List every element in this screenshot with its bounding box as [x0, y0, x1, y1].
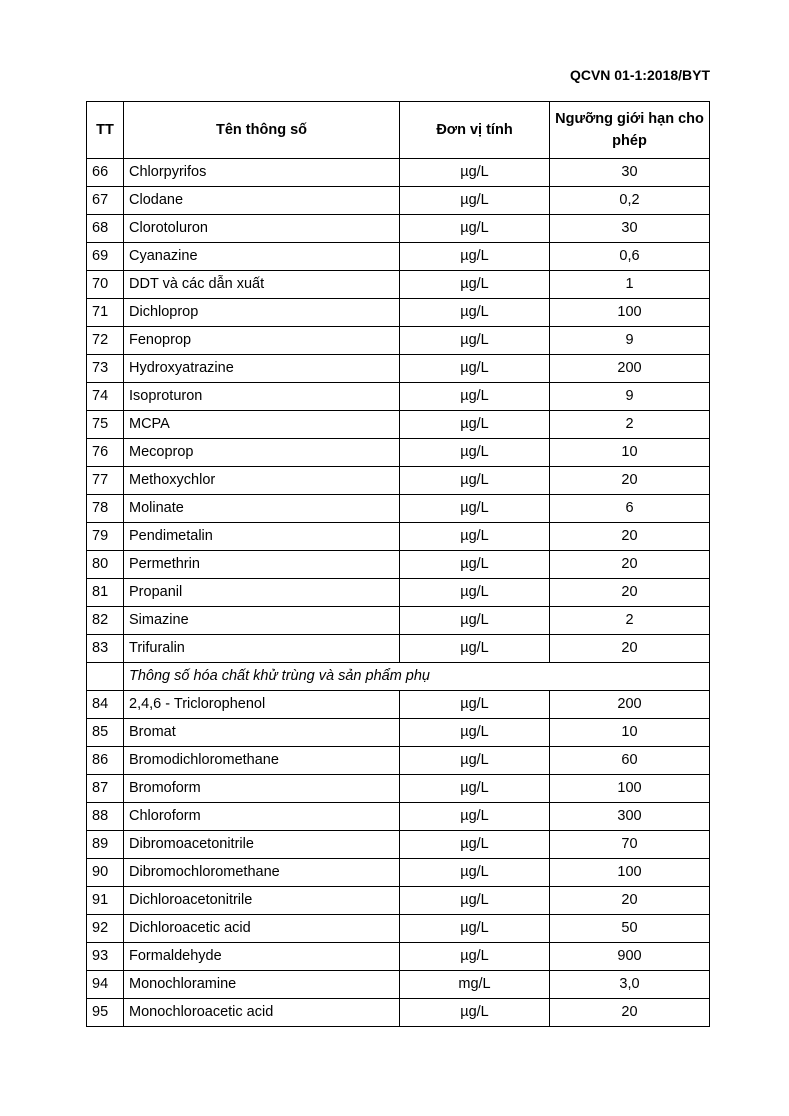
- limit-value: 9: [550, 327, 710, 355]
- table-row: [87, 243, 710, 271]
- unit-cell: µg/L: [400, 831, 550, 859]
- row-number: 71: [87, 299, 124, 327]
- table-row: [87, 691, 710, 719]
- table-row: [87, 831, 710, 859]
- section-title: Thông số hóa chất khử trùng và sản phẩm phụ: [124, 663, 710, 691]
- table-row: [87, 159, 710, 187]
- unit-cell: µg/L: [400, 243, 550, 271]
- table-row: [87, 859, 710, 887]
- limit-value: 20: [550, 467, 710, 495]
- limit-value: 0,6: [550, 243, 710, 271]
- table-row: [87, 439, 710, 467]
- unit-cell: µg/L: [400, 411, 550, 439]
- parameter-name: Isoproturon: [124, 383, 400, 411]
- unit-cell: µg/L: [400, 467, 550, 495]
- limit-value: 2: [550, 607, 710, 635]
- limit-value: 3,0: [550, 971, 710, 999]
- unit-cell: µg/L: [400, 439, 550, 467]
- row-number: 80: [87, 551, 124, 579]
- row-number: 69: [87, 243, 124, 271]
- row-number: 87: [87, 775, 124, 803]
- unit-cell: µg/L: [400, 607, 550, 635]
- table-row: [87, 495, 710, 523]
- row-number: 76: [87, 439, 124, 467]
- row-number: 77: [87, 467, 124, 495]
- row-number: 67: [87, 187, 124, 215]
- parameter-name: Monochloroacetic acid: [124, 999, 400, 1027]
- parameter-name: Dibromochloromethane: [124, 859, 400, 887]
- document-code: QCVN 01-1:2018/BYT: [569, 67, 710, 83]
- unit-cell: µg/L: [400, 495, 550, 523]
- table-row: [87, 467, 710, 495]
- table-row: [87, 747, 710, 775]
- unit-cell: µg/L: [400, 187, 550, 215]
- table-row: [87, 607, 710, 635]
- table-row: [87, 887, 710, 915]
- table-row: [87, 971, 710, 999]
- table-row: [87, 915, 710, 943]
- parameter-name: Methoxychlor: [124, 467, 400, 495]
- limit-value: 70: [550, 831, 710, 859]
- parameter-name: Fenoprop: [124, 327, 400, 355]
- unit-cell: µg/L: [400, 915, 550, 943]
- parameter-name: Cyanazine: [124, 243, 400, 271]
- header-limit: Ngưỡng giới hạn cho phép: [550, 102, 710, 159]
- limit-value: 2: [550, 411, 710, 439]
- parameter-name: Bromodichloromethane: [124, 747, 400, 775]
- table-row: [87, 299, 710, 327]
- parameter-name: DDT và các dẫn xuất: [124, 271, 400, 299]
- unit-cell: µg/L: [400, 999, 550, 1027]
- row-number: 66: [87, 159, 124, 187]
- row-number: 73: [87, 355, 124, 383]
- limit-value: 20: [550, 551, 710, 579]
- table-row: [87, 523, 710, 551]
- header-unit: Đơn vị tính: [400, 102, 550, 159]
- limit-value: 60: [550, 747, 710, 775]
- limit-value: 900: [550, 943, 710, 971]
- parameter-name: 2,4,6 - Triclorophenol: [124, 691, 400, 719]
- unit-cell: µg/L: [400, 299, 550, 327]
- unit-cell: µg/L: [400, 355, 550, 383]
- limit-value: 9: [550, 383, 710, 411]
- row-number: 82: [87, 607, 124, 635]
- row-number: 93: [87, 943, 124, 971]
- limit-value: 100: [550, 299, 710, 327]
- unit-cell: µg/L: [400, 159, 550, 187]
- unit-cell: µg/L: [400, 635, 550, 663]
- unit-cell: µg/L: [400, 775, 550, 803]
- table-body-group-a: [87, 159, 710, 663]
- unit-cell: µg/L: [400, 551, 550, 579]
- unit-cell: µg/L: [400, 579, 550, 607]
- row-number: 94: [87, 971, 124, 999]
- limit-value: 20: [550, 887, 710, 915]
- parameter-name: Propanil: [124, 579, 400, 607]
- limit-value: 20: [550, 523, 710, 551]
- row-number: 72: [87, 327, 124, 355]
- row-number: 95: [87, 999, 124, 1027]
- table-row: [87, 775, 710, 803]
- unit-cell: µg/L: [400, 803, 550, 831]
- limit-value: 50: [550, 915, 710, 943]
- parameter-name: Dibromoacetonitrile: [124, 831, 400, 859]
- limit-value: 100: [550, 775, 710, 803]
- unit-cell: µg/L: [400, 719, 550, 747]
- limit-value: 20: [550, 579, 710, 607]
- section-row: [87, 663, 710, 691]
- table-row: [87, 579, 710, 607]
- table-row: [87, 635, 710, 663]
- table-body-group-b: [87, 691, 710, 1027]
- row-number: 70: [87, 271, 124, 299]
- parameter-name: Clodane: [124, 187, 400, 215]
- parameter-table: [86, 101, 710, 1027]
- parameter-name: Formaldehyde: [124, 943, 400, 971]
- header-tt: TT: [87, 102, 124, 159]
- row-number: 88: [87, 803, 124, 831]
- row-number: 84: [87, 691, 124, 719]
- row-number: 90: [87, 859, 124, 887]
- parameter-name: Simazine: [124, 607, 400, 635]
- table-row: [87, 383, 710, 411]
- table-row: [87, 551, 710, 579]
- row-number: 78: [87, 495, 124, 523]
- parameter-name: Dichloprop: [124, 299, 400, 327]
- parameter-name: Dichloroacetic acid: [124, 915, 400, 943]
- row-number: 68: [87, 215, 124, 243]
- limit-value: 20: [550, 635, 710, 663]
- parameter-name: MCPA: [124, 411, 400, 439]
- unit-cell: µg/L: [400, 859, 550, 887]
- limit-value: 0,2: [550, 187, 710, 215]
- table-row: [87, 327, 710, 355]
- row-number: 83: [87, 635, 124, 663]
- row-number: 85: [87, 719, 124, 747]
- limit-value: 200: [550, 691, 710, 719]
- table-row: [87, 355, 710, 383]
- parameter-name: Clorotoluron: [124, 215, 400, 243]
- parameter-name: Molinate: [124, 495, 400, 523]
- table-row: [87, 411, 710, 439]
- row-number: 86: [87, 747, 124, 775]
- parameter-name: Chloroform: [124, 803, 400, 831]
- limit-value: 20: [550, 999, 710, 1027]
- parameter-name: Monochloramine: [124, 971, 400, 999]
- unit-cell: µg/L: [400, 327, 550, 355]
- unit-cell: mg/L: [400, 971, 550, 999]
- limit-value: 6: [550, 495, 710, 523]
- table-row: [87, 803, 710, 831]
- parameter-name: Bromoform: [124, 775, 400, 803]
- table-row: [87, 719, 710, 747]
- row-number: 91: [87, 887, 124, 915]
- table-header-row: [87, 102, 710, 159]
- limit-value: 30: [550, 159, 710, 187]
- row-number: 81: [87, 579, 124, 607]
- limit-value: 10: [550, 719, 710, 747]
- unit-cell: µg/L: [400, 215, 550, 243]
- limit-value: 1: [550, 271, 710, 299]
- row-number: 75: [87, 411, 124, 439]
- limit-value: 30: [550, 215, 710, 243]
- table-row: [87, 999, 710, 1027]
- limit-value: 200: [550, 355, 710, 383]
- unit-cell: µg/L: [400, 383, 550, 411]
- parameter-name: Pendimetalin: [124, 523, 400, 551]
- row-number: 74: [87, 383, 124, 411]
- table-section-group: [87, 663, 710, 691]
- section-tt-cell: [87, 663, 124, 691]
- table-row: [87, 943, 710, 971]
- parameter-name: Chlorpyrifos: [124, 159, 400, 187]
- unit-cell: µg/L: [400, 887, 550, 915]
- unit-cell: µg/L: [400, 747, 550, 775]
- parameter-name: Bromat: [124, 719, 400, 747]
- parameter-name: Trifuralin: [124, 635, 400, 663]
- parameter-name: Mecoprop: [124, 439, 400, 467]
- limit-value: 100: [550, 859, 710, 887]
- table-row: [87, 215, 710, 243]
- parameter-name: Dichloroacetonitrile: [124, 887, 400, 915]
- row-number: 89: [87, 831, 124, 859]
- header-name: Tên thông số: [124, 102, 400, 159]
- unit-cell: µg/L: [400, 523, 550, 551]
- row-number: 92: [87, 915, 124, 943]
- row-number: 79: [87, 523, 124, 551]
- parameter-name: Hydroxyatrazine: [124, 355, 400, 383]
- unit-cell: µg/L: [400, 271, 550, 299]
- limit-value: 300: [550, 803, 710, 831]
- parameter-name: Permethrin: [124, 551, 400, 579]
- unit-cell: µg/L: [400, 691, 550, 719]
- unit-cell: µg/L: [400, 943, 550, 971]
- limit-value: 10: [550, 439, 710, 467]
- table-row: [87, 271, 710, 299]
- table-row: [87, 187, 710, 215]
